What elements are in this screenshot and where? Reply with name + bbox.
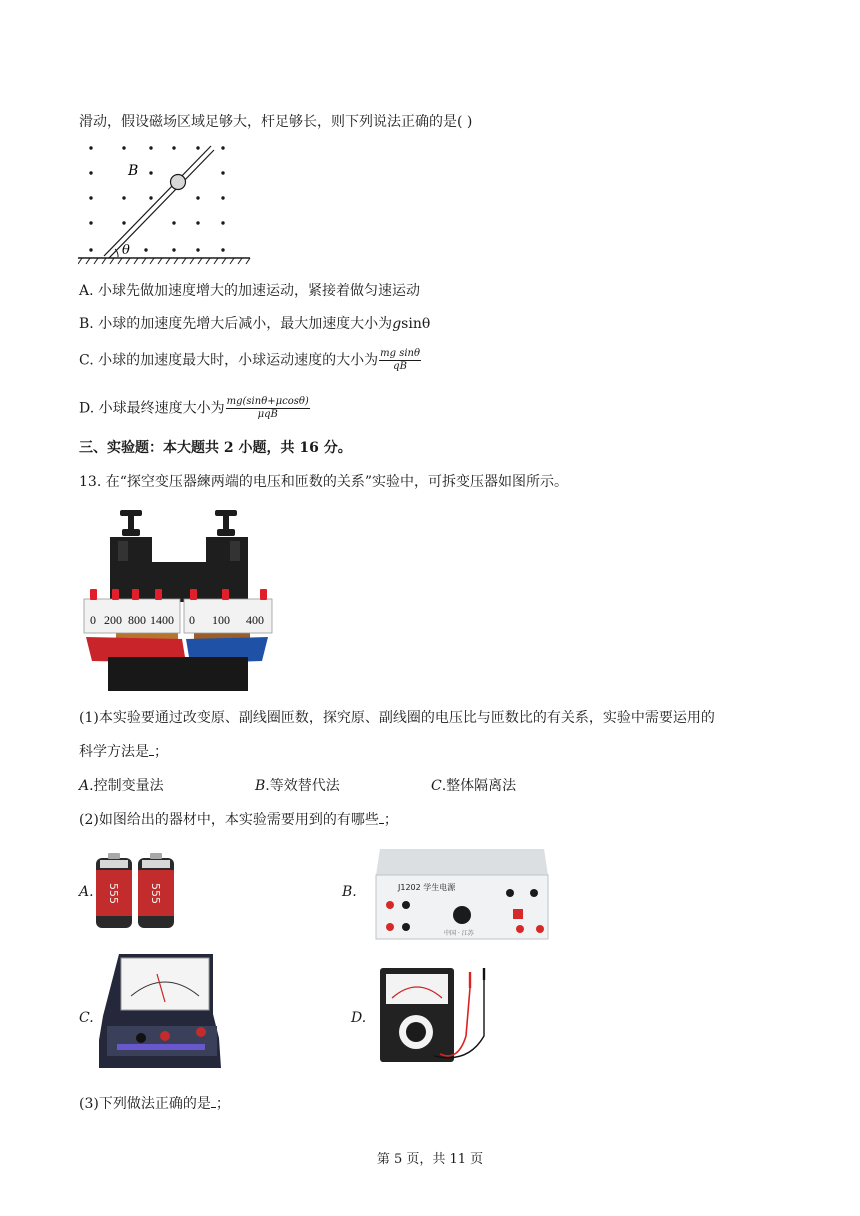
part2-end: ； bbox=[383, 812, 398, 828]
scale-right-400: 400 bbox=[246, 613, 264, 627]
equip-c-label: C. bbox=[79, 1010, 94, 1026]
choice-c-letter: C bbox=[431, 778, 442, 794]
option-c-text: C. 小球的加速度最大时，小球运动速度的大小为 bbox=[79, 352, 379, 369]
q12-option-d bbox=[79, 396, 310, 421]
power-bottom-text: 中国 · 江苏 bbox=[444, 930, 474, 937]
choice-a-letter: A bbox=[79, 778, 90, 794]
section-3-num-questions: 2 bbox=[223, 440, 234, 456]
section-3-heading-c: 分。 bbox=[323, 440, 352, 456]
scale-right-100: 100 bbox=[212, 613, 230, 627]
q13-part1-line1: (1)本实验要通过改变原、副线圈匝数，探究原、副线圈的电压比与匝数比的有关系，实验中需要运用的 bbox=[79, 710, 715, 726]
section-3-heading-b: 小题，共 bbox=[238, 440, 295, 456]
section-3-heading bbox=[79, 438, 352, 458]
q13-part1-line2 bbox=[79, 742, 168, 762]
part3-end: ； bbox=[215, 1096, 230, 1112]
scale-left-800: 800 bbox=[128, 613, 146, 627]
q13-part3 bbox=[79, 1094, 230, 1114]
q12-incline-figure bbox=[78, 140, 258, 268]
multimeter-figure bbox=[378, 966, 498, 1064]
option-c-numerator: mg sinθ bbox=[380, 348, 420, 359]
transformer-figure bbox=[82, 507, 274, 695]
dial-icon bbox=[453, 906, 471, 924]
magnetic-field-dots bbox=[89, 146, 224, 251]
scale-left-1400: 1400 bbox=[150, 613, 174, 627]
option-b-text: B. 小球的加速度先增大后减小，最大加速度大小为 bbox=[79, 316, 393, 332]
option-d-denominator: μqB bbox=[257, 409, 278, 420]
power-supply-figure bbox=[372, 845, 552, 941]
equip-b-label: B. bbox=[342, 884, 357, 900]
q12-option-c bbox=[79, 348, 421, 373]
choice-b-text: .等效替代法 bbox=[265, 778, 340, 794]
part1-text: 科学方法是 bbox=[79, 744, 149, 760]
power-title: J1202 学生电源 bbox=[398, 883, 456, 892]
angle-label: θ bbox=[122, 243, 130, 258]
scale-right-0: 0 bbox=[189, 613, 195, 627]
choice-b bbox=[255, 776, 340, 796]
q13-stem: 13. 在“探空变压器練两端的电压和匝数的关系”实验中，可拆变压器如图所示。 bbox=[79, 474, 569, 490]
choice-c bbox=[431, 776, 516, 796]
knob-icon bbox=[120, 510, 237, 536]
choice-a bbox=[79, 776, 164, 796]
section-3-score: 16 bbox=[299, 440, 319, 456]
ball-icon bbox=[171, 175, 186, 190]
battery-text-2: 555 bbox=[149, 883, 162, 904]
switch-icon bbox=[513, 909, 523, 919]
scale-left-0: 0 bbox=[90, 613, 96, 627]
option-b-math-g: g bbox=[392, 316, 402, 332]
q12-option-a: A. 小球先做加速度增大的加速运动，紧接着做匀速运动 bbox=[79, 283, 421, 299]
q12-option-b bbox=[79, 314, 430, 334]
option-d-numerator: mg(sinθ+μcosθ) bbox=[226, 396, 309, 407]
q12-stem: 滑动，假设磁场区域足够大，杆足够长，则下列说法正确的是( ) bbox=[79, 114, 473, 130]
option-c-fraction bbox=[379, 348, 421, 373]
equip-a-label: A. bbox=[79, 884, 94, 900]
part2-text: (2)如图给出的器材中，本实验需要用到的有哪些 bbox=[79, 812, 379, 828]
option-d-fraction bbox=[226, 396, 310, 421]
part1-end: ； bbox=[154, 744, 168, 760]
voltmeter-figure bbox=[95, 952, 223, 1076]
battery-figure bbox=[92, 852, 192, 932]
equip-d-label: D. bbox=[351, 1010, 367, 1026]
q13-part2 bbox=[79, 810, 398, 830]
choice-b-letter: B bbox=[255, 778, 266, 794]
choice-a-text: .控制变量法 bbox=[89, 778, 164, 794]
option-c-denominator: qB bbox=[393, 361, 407, 372]
battery-text-1: 555 bbox=[107, 883, 120, 904]
page-footer: 第 5 页，共 11 页 bbox=[376, 1152, 484, 1167]
option-d-text: D. 小球最终速度大小为 bbox=[79, 400, 225, 417]
section-3-heading-a: 三、实验题：本大题共 bbox=[79, 440, 219, 456]
part3-text: (3)下列做法正确的是 bbox=[79, 1096, 211, 1112]
scale-left-200: 200 bbox=[104, 613, 122, 627]
option-b-math-sin: sinθ bbox=[401, 316, 431, 332]
choice-c-text: .整体隔离法 bbox=[441, 778, 517, 794]
field-label: B bbox=[128, 163, 139, 179]
